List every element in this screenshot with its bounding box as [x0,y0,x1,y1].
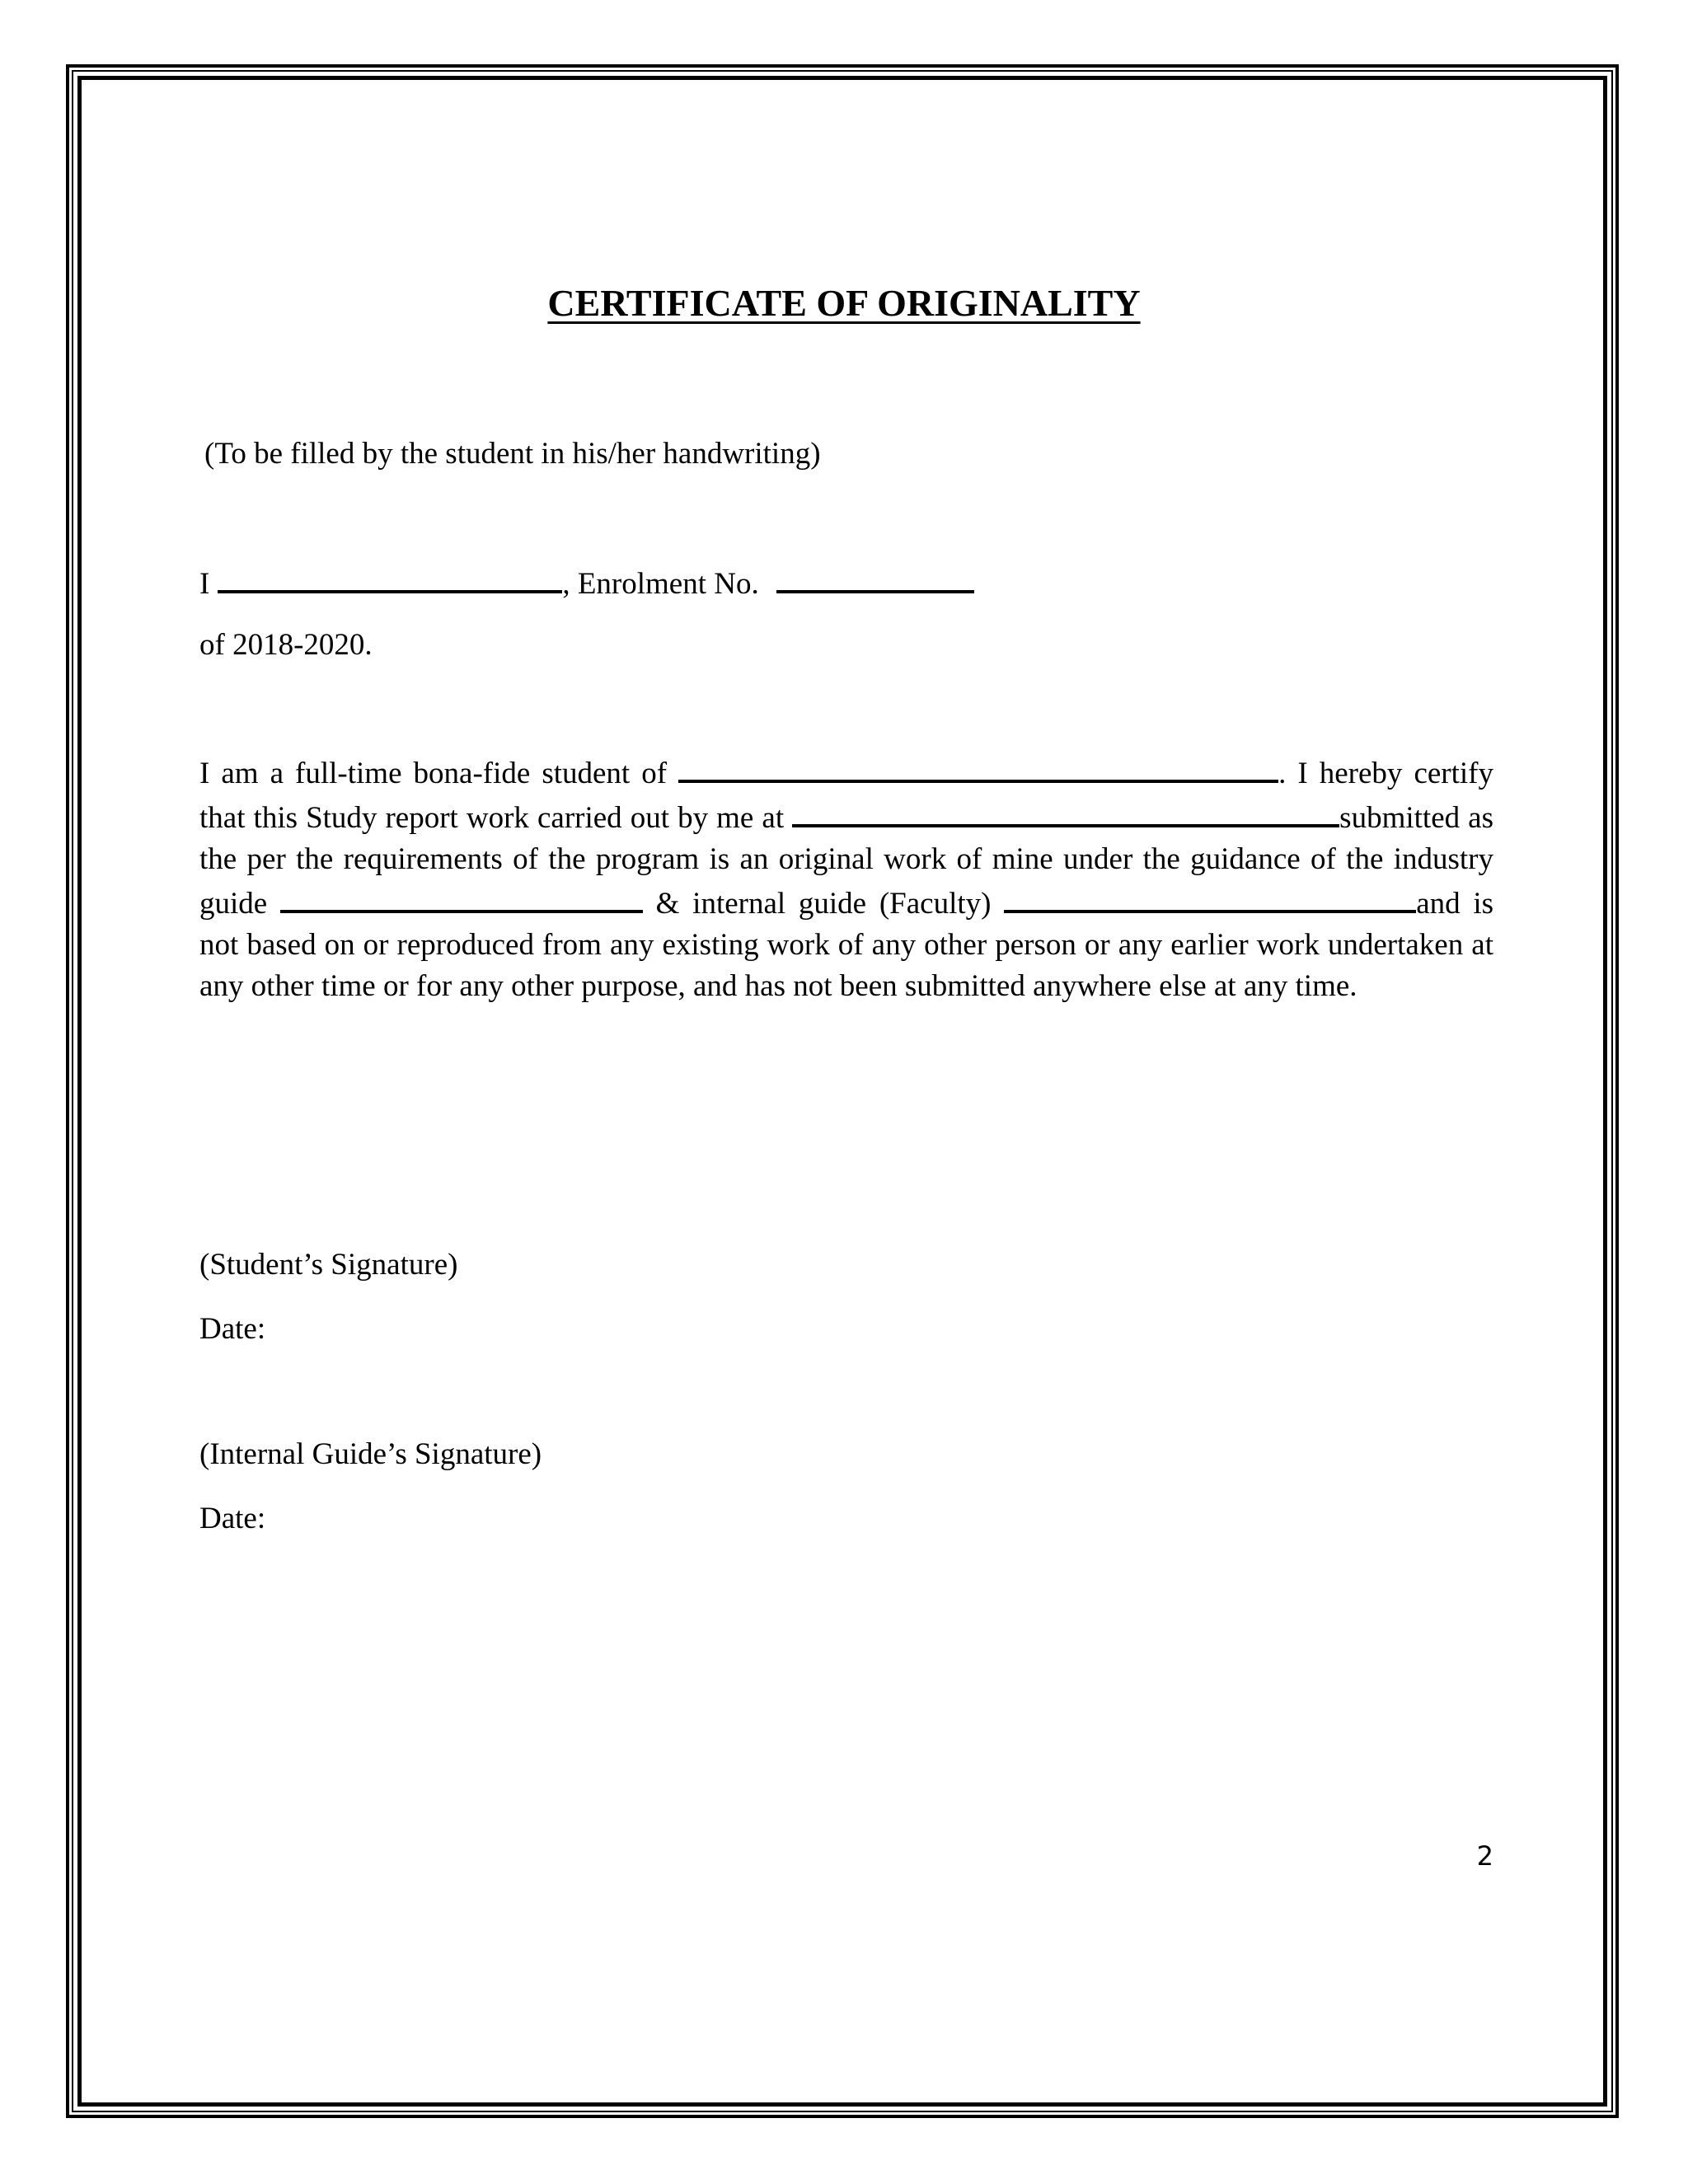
internal-guide-date-label: Date: [199,1502,266,1535]
certification-paragraph [199,750,1493,1007]
body-part-1: I am a full-time bona-fide student of [199,757,668,790]
body-part-5: and is not based on or reproduced from any existing work of any other person or any earlier work undertaken at any other time or for any other purpose, and has not been submitted anywhere else at any time. [199,887,1494,1003]
batch-line: of 2018-2020. [199,628,373,662]
page-border-inner [77,76,1607,2107]
declaration-line [199,560,1493,605]
enrolment-label: , Enrolment No. [562,567,759,601]
fill-instruction: (To be filled by the student in his/her handwriting) [204,437,821,471]
student-name-blank[interactable] [218,560,562,593]
body-part-3: submitted as the per the requirements of the program is an original work of mine under the guidance of the industry guide [199,801,1493,921]
internal-guide-signature-label: (Internal Guide’s Signature) [199,1437,542,1471]
student-date-label: Date: [199,1312,266,1346]
certificate-title-text: CERTIFICATE OF ORIGINALITY [547,282,1141,324]
page-number: 2 [1476,1840,1493,1872]
body-part-2: . I hereby certify that this Study report work carried out by me at [199,757,1493,835]
certificate-title [0,279,1688,328]
enrolment-number-blank[interactable] [776,560,974,593]
faculty-guide-blank[interactable] [1004,880,1416,913]
institute-name-blank[interactable] [678,750,1278,783]
body-part-4: & internal guide (Faculty) [655,887,992,921]
declaration-i-label: I [199,567,210,601]
student-signature-label: (Student’s Signature) [199,1248,458,1282]
industry-guide-blank[interactable] [280,880,643,913]
organization-name-blank[interactable] [792,794,1339,827]
